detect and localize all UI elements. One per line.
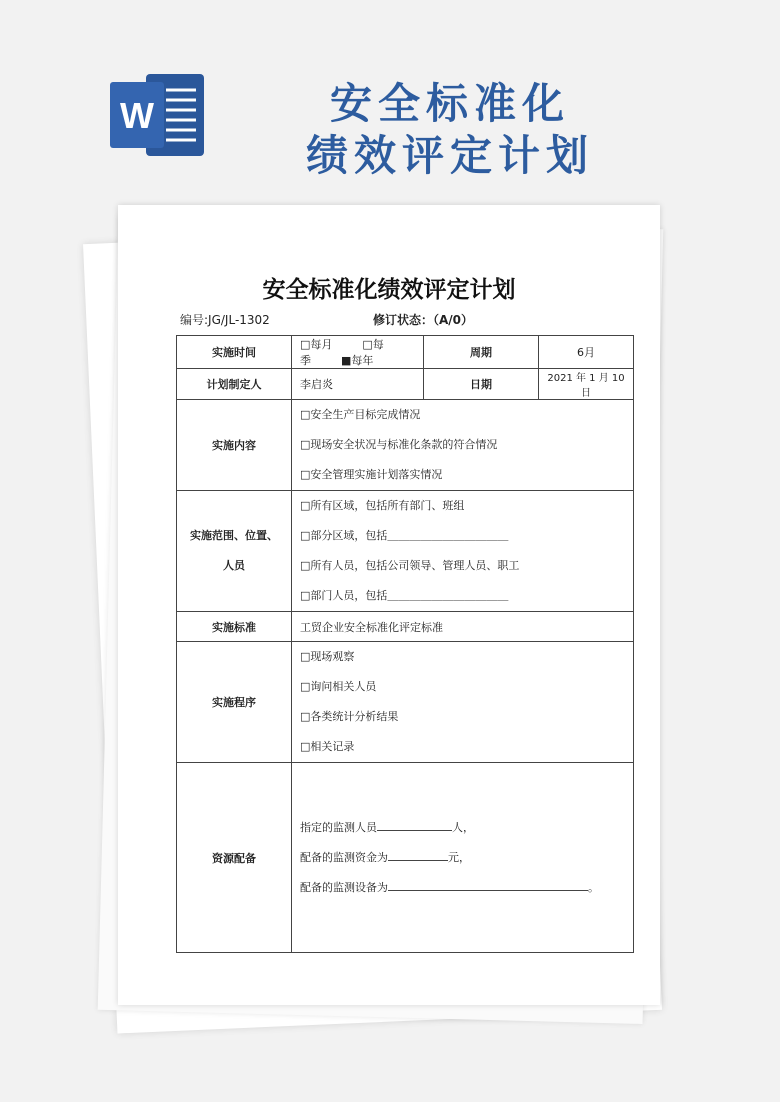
cell-label: 资源配备 <box>177 763 292 953</box>
table-row <box>177 400 634 491</box>
plan-table <box>176 335 634 953</box>
resource-staff-label: 指定的监测人员 <box>300 820 377 834</box>
resource-equipment-label: 配备的监测设备为 <box>300 880 388 894</box>
cell-label: 实施程序 <box>177 642 292 763</box>
cell-label: 实施标准 <box>177 612 292 642</box>
equipment-blank[interactable] <box>388 878 588 891</box>
planner-value: 李启炎 <box>292 369 424 400</box>
list-item: □各类统计分析结果 <box>300 710 399 723</box>
cell-label: 日期 <box>424 369 539 400</box>
document-code: 编号:JG/JL-1302 <box>180 313 270 327</box>
staff-blank[interactable] <box>377 818 452 831</box>
document-page <box>118 205 660 1005</box>
cell-label: 实施时间 <box>177 336 292 369</box>
cell-label: 周期 <box>424 336 539 369</box>
scope-list <box>292 491 634 612</box>
date-value: 2021 年 1 月 10 日 <box>539 369 634 400</box>
cell-label: 计划制定人 <box>177 369 292 400</box>
option-quarter[interactable]: □每季 <box>300 338 384 367</box>
list-item: □安全管理实施计划落实情况 <box>300 468 443 481</box>
cell-label: 实施内容 <box>177 400 292 491</box>
content-list <box>292 400 634 491</box>
title-line-1: 安全标准化 <box>329 79 570 128</box>
svg-text:W: W <box>120 95 154 136</box>
frequency-options <box>292 336 424 369</box>
document-title: 安全标准化绩效评定计划 <box>262 277 516 303</box>
list-item: □询问相关人员 <box>300 680 377 693</box>
table-row <box>177 336 634 369</box>
list-item: □部分区域，包括＿＿＿＿＿＿＿＿＿＿＿ <box>300 529 509 542</box>
resource-equipment-end: 。 <box>588 880 599 894</box>
header-title <box>290 78 610 182</box>
standard-value: 工贸企业安全标准化评定标准 <box>292 612 634 642</box>
table-row <box>177 642 634 763</box>
period-value: 6月 <box>539 336 634 369</box>
table-row <box>177 763 634 953</box>
list-item: □现场安全状况与标准化条款的符合情况 <box>300 438 498 451</box>
resource-content <box>292 763 634 953</box>
table-row <box>177 369 634 400</box>
list-item: □现场观察 <box>300 650 355 663</box>
resource-fund-unit: 元， <box>448 850 470 864</box>
revision-status: 修订状态：（A/0） <box>373 313 474 327</box>
table-row <box>177 612 634 642</box>
cell-label: 实施范围、位置、人员 <box>177 491 292 612</box>
table-row <box>177 491 634 612</box>
list-item: □部门人员，包括＿＿＿＿＿＿＿＿＿＿＿ <box>300 589 509 602</box>
fund-blank[interactable] <box>388 848 448 861</box>
word-icon <box>108 70 208 160</box>
resource-staff-unit: 人， <box>452 820 474 834</box>
list-item: □所有区域，包括所有部门、班组 <box>300 499 465 512</box>
title-line-2: 绩效评定计划 <box>305 131 594 180</box>
list-item: □所有人员，包括公司领导、管理人员、职工 <box>300 559 520 572</box>
list-item: □安全生产目标完成情况 <box>300 408 421 421</box>
option-month[interactable]: □每月 <box>300 338 333 351</box>
procedure-list <box>292 642 634 763</box>
option-year[interactable]: ■每年 <box>341 354 374 367</box>
list-item: □相关记录 <box>300 740 355 753</box>
resource-fund-label: 配备的监测资金为 <box>300 850 388 864</box>
